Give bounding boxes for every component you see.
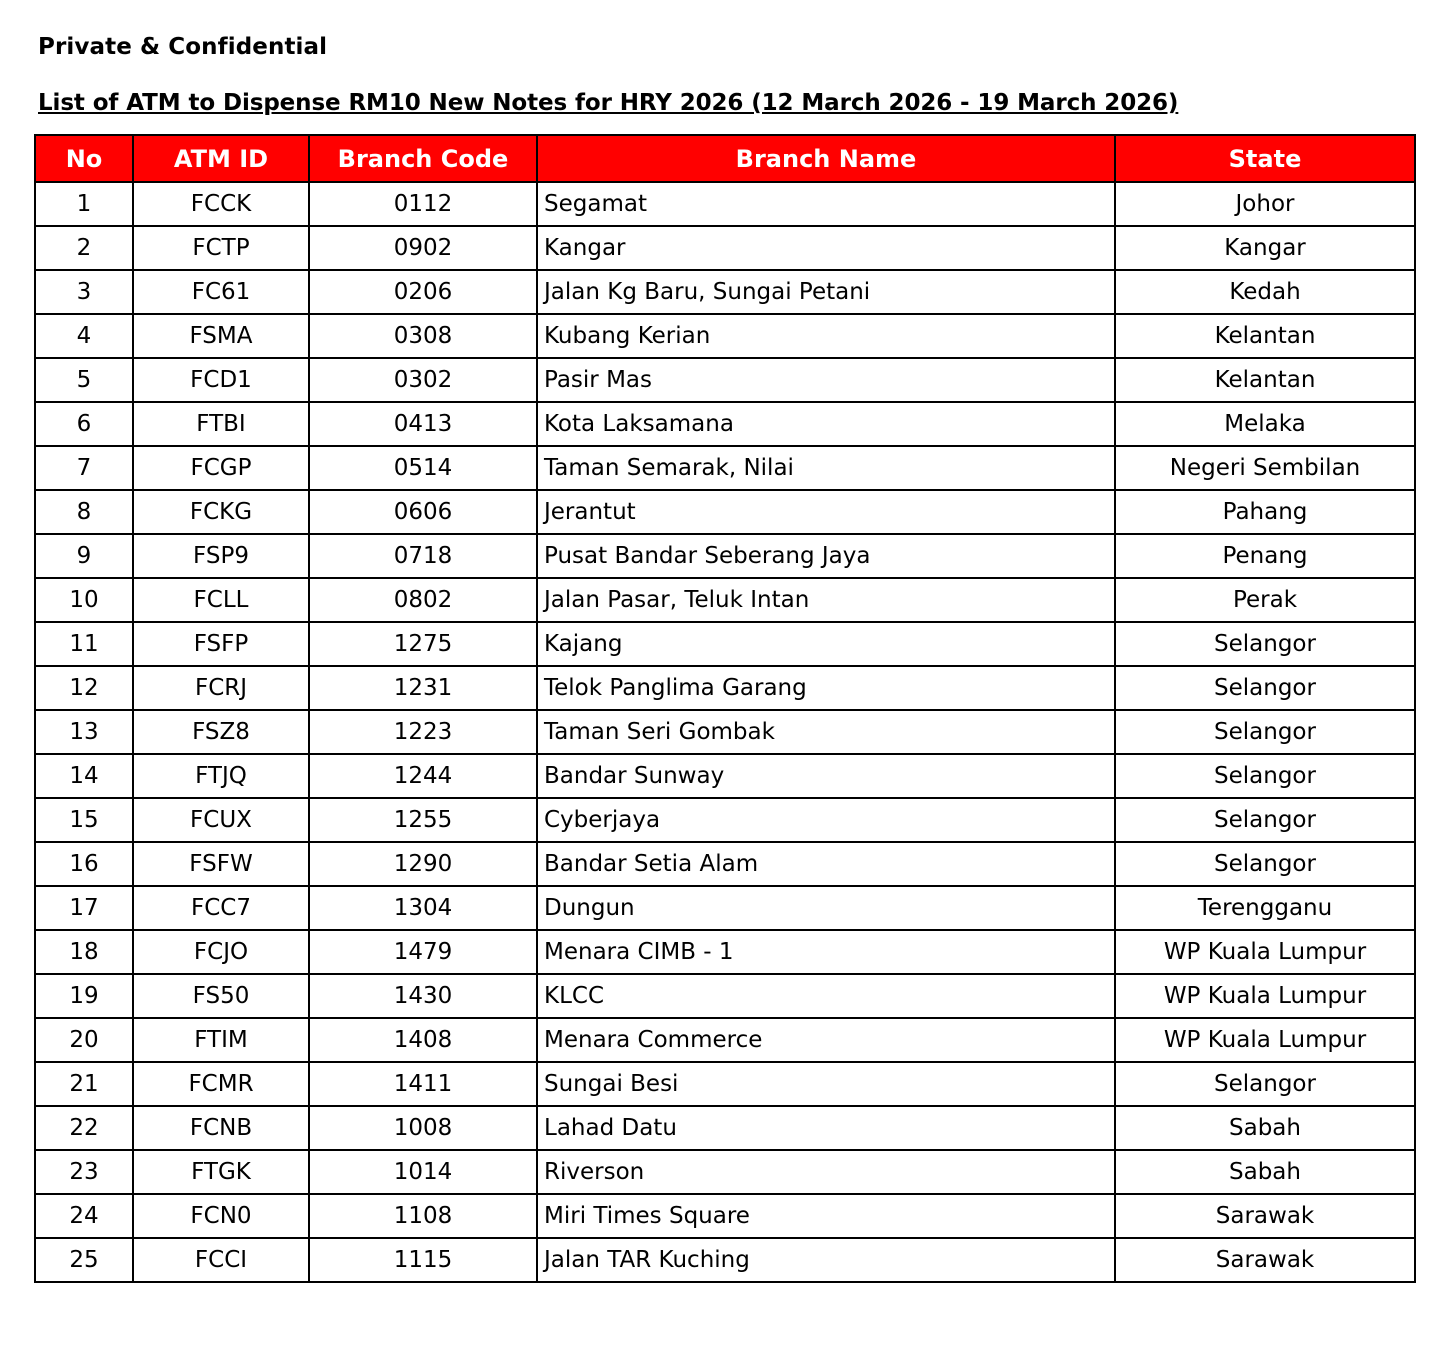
cell-atm-id: FCUX — [133, 798, 309, 842]
cell-branch-name: Menara Commerce — [537, 1018, 1115, 1062]
cell-branch-name: Kangar — [537, 226, 1115, 270]
cell-state: Sabah — [1115, 1106, 1415, 1150]
table-row — [35, 754, 1415, 798]
cell-branch-code: 0902 — [309, 226, 537, 270]
cell-branch-code: 1290 — [309, 842, 537, 886]
cell-state: Selangor — [1115, 798, 1415, 842]
cell-branch-name: Bandar Setia Alam — [537, 842, 1115, 886]
table-row — [35, 270, 1415, 314]
table-row — [35, 842, 1415, 886]
cell-atm-id: FSZ8 — [133, 710, 309, 754]
cell-branch-name: Telok Panglima Garang — [537, 666, 1115, 710]
cell-branch-code: 1008 — [309, 1106, 537, 1150]
cell-branch-name: Lahad Datu — [537, 1106, 1115, 1150]
cell-no: 18 — [35, 930, 133, 974]
cell-branch-code: 0718 — [309, 534, 537, 578]
cell-state: Perak — [1115, 578, 1415, 622]
cell-no: 5 — [35, 358, 133, 402]
cell-state: Sarawak — [1115, 1194, 1415, 1238]
cell-state: Kangar — [1115, 226, 1415, 270]
cell-no: 8 — [35, 490, 133, 534]
cell-branch-name: Kota Laksamana — [537, 402, 1115, 446]
page-title: List of ATM to Dispense RM10 New Notes for HRY 2026 (12 March 2026 - 19 March 2026) — [38, 90, 1179, 116]
column-header-branch-code: Branch Code — [309, 135, 537, 182]
cell-branch-name: Riverson — [537, 1150, 1115, 1194]
cell-branch-name: Taman Seri Gombak — [537, 710, 1115, 754]
table-row — [35, 314, 1415, 358]
cell-no: 22 — [35, 1106, 133, 1150]
cell-branch-code: 1255 — [309, 798, 537, 842]
table-row — [35, 1194, 1415, 1238]
column-header-atm-id: ATM ID — [133, 135, 309, 182]
table-row — [35, 578, 1415, 622]
cell-state: WP Kuala Lumpur — [1115, 1018, 1415, 1062]
cell-no: 14 — [35, 754, 133, 798]
table-row — [35, 226, 1415, 270]
cell-state: Kelantan — [1115, 358, 1415, 402]
cell-atm-id: FCGP — [133, 446, 309, 490]
cell-state: Melaka — [1115, 402, 1415, 446]
cell-atm-id: FC61 — [133, 270, 309, 314]
cell-branch-code: 0308 — [309, 314, 537, 358]
cell-state: Johor — [1115, 182, 1415, 226]
cell-atm-id: FSMA — [133, 314, 309, 358]
table-row — [35, 710, 1415, 754]
cell-branch-name: Pusat Bandar Seberang Jaya — [537, 534, 1115, 578]
cell-no: 12 — [35, 666, 133, 710]
table-body — [35, 182, 1415, 1282]
column-header-state: State — [1115, 135, 1415, 182]
cell-state: WP Kuala Lumpur — [1115, 974, 1415, 1018]
cell-atm-id: FTJQ — [133, 754, 309, 798]
cell-no: 21 — [35, 1062, 133, 1106]
cell-atm-id: FCLL — [133, 578, 309, 622]
cell-branch-name: Kubang Kerian — [537, 314, 1115, 358]
cell-no: 19 — [35, 974, 133, 1018]
cell-branch-name: Taman Semarak, Nilai — [537, 446, 1115, 490]
table-row — [35, 886, 1415, 930]
cell-branch-code: 1275 — [309, 622, 537, 666]
cell-branch-name: Sungai Besi — [537, 1062, 1115, 1106]
cell-state: Selangor — [1115, 754, 1415, 798]
cell-atm-id: FSFP — [133, 622, 309, 666]
cell-state: Selangor — [1115, 710, 1415, 754]
table-row — [35, 1150, 1415, 1194]
cell-no: 13 — [35, 710, 133, 754]
cell-branch-code: 1115 — [309, 1238, 537, 1282]
cell-atm-id: FTIM — [133, 1018, 309, 1062]
cell-no: 24 — [35, 1194, 133, 1238]
cell-atm-id: FCJO — [133, 930, 309, 974]
confidential-label: Private & Confidential — [38, 34, 328, 60]
cell-state: Sarawak — [1115, 1238, 1415, 1282]
cell-branch-name: Segamat — [537, 182, 1115, 226]
table-row — [35, 490, 1415, 534]
table-row — [35, 798, 1415, 842]
cell-no: 3 — [35, 270, 133, 314]
cell-branch-code: 0112 — [309, 182, 537, 226]
cell-no: 15 — [35, 798, 133, 842]
cell-branch-code: 1231 — [309, 666, 537, 710]
cell-branch-name: Jalan TAR Kuching — [537, 1238, 1115, 1282]
cell-branch-code: 0302 — [309, 358, 537, 402]
cell-state: Pahang — [1115, 490, 1415, 534]
cell-branch-name: Jalan Pasar, Teluk Intan — [537, 578, 1115, 622]
cell-branch-code: 1430 — [309, 974, 537, 1018]
cell-branch-code: 1223 — [309, 710, 537, 754]
table-row — [35, 1018, 1415, 1062]
cell-state: WP Kuala Lumpur — [1115, 930, 1415, 974]
table-row — [35, 622, 1415, 666]
table-row — [35, 930, 1415, 974]
cell-no: 9 — [35, 534, 133, 578]
cell-branch-code: 1408 — [309, 1018, 537, 1062]
table-row — [35, 182, 1415, 226]
cell-branch-code: 1244 — [309, 754, 537, 798]
cell-branch-name: Jalan Kg Baru, Sungai Petani — [537, 270, 1115, 314]
cell-state: Kedah — [1115, 270, 1415, 314]
cell-branch-code: 1479 — [309, 930, 537, 974]
table-row — [35, 1106, 1415, 1150]
cell-atm-id: FS50 — [133, 974, 309, 1018]
cell-branch-code: 1108 — [309, 1194, 537, 1238]
cell-atm-id: FCN0 — [133, 1194, 309, 1238]
cell-branch-code: 0206 — [309, 270, 537, 314]
cell-state: Kelantan — [1115, 314, 1415, 358]
cell-branch-code: 0802 — [309, 578, 537, 622]
column-header-no: No — [35, 135, 133, 182]
cell-branch-code: 1014 — [309, 1150, 537, 1194]
table-header — [35, 135, 1415, 182]
cell-no: 11 — [35, 622, 133, 666]
cell-branch-name: Cyberjaya — [537, 798, 1115, 842]
cell-no: 4 — [35, 314, 133, 358]
table-row — [35, 534, 1415, 578]
cell-no: 7 — [35, 446, 133, 490]
cell-no: 1 — [35, 182, 133, 226]
table-header-row — [35, 135, 1415, 182]
cell-atm-id: FCNB — [133, 1106, 309, 1150]
table-row — [35, 1238, 1415, 1282]
cell-atm-id: FTBI — [133, 402, 309, 446]
cell-branch-name: Pasir Mas — [537, 358, 1115, 402]
cell-no: 23 — [35, 1150, 133, 1194]
cell-atm-id: FCCI — [133, 1238, 309, 1282]
cell-atm-id: FSP9 — [133, 534, 309, 578]
cell-atm-id: FCC7 — [133, 886, 309, 930]
table-row — [35, 402, 1415, 446]
cell-state: Negeri Sembilan — [1115, 446, 1415, 490]
cell-state: Terengganu — [1115, 886, 1415, 930]
table-row — [35, 1062, 1415, 1106]
cell-branch-code: 1304 — [309, 886, 537, 930]
cell-atm-id: FCMR — [133, 1062, 309, 1106]
cell-atm-id: FCD1 — [133, 358, 309, 402]
table-row — [35, 666, 1415, 710]
cell-branch-name: Miri Times Square — [537, 1194, 1115, 1238]
cell-branch-name: Menara CIMB - 1 — [537, 930, 1115, 974]
cell-state: Selangor — [1115, 622, 1415, 666]
cell-branch-name: Dungun — [537, 886, 1115, 930]
cell-atm-id: FCRJ — [133, 666, 309, 710]
cell-atm-id: FTGK — [133, 1150, 309, 1194]
cell-state: Sabah — [1115, 1150, 1415, 1194]
cell-atm-id: FCCK — [133, 182, 309, 226]
cell-no: 17 — [35, 886, 133, 930]
cell-no: 6 — [35, 402, 133, 446]
cell-atm-id: FCTP — [133, 226, 309, 270]
cell-branch-name: KLCC — [537, 974, 1115, 1018]
cell-branch-code: 0514 — [309, 446, 537, 490]
cell-atm-id: FCKG — [133, 490, 309, 534]
column-header-branch-name: Branch Name — [537, 135, 1115, 182]
cell-atm-id: FSFW — [133, 842, 309, 886]
cell-branch-name: Bandar Sunway — [537, 754, 1115, 798]
cell-branch-name: Kajang — [537, 622, 1115, 666]
cell-state: Selangor — [1115, 666, 1415, 710]
table-row — [35, 446, 1415, 490]
cell-no: 16 — [35, 842, 133, 886]
table-row — [35, 974, 1415, 1018]
cell-branch-code: 0413 — [309, 402, 537, 446]
cell-state: Selangor — [1115, 1062, 1415, 1106]
cell-branch-name: Jerantut — [537, 490, 1115, 534]
cell-branch-code: 0606 — [309, 490, 537, 534]
cell-no: 20 — [35, 1018, 133, 1062]
cell-state: Penang — [1115, 534, 1415, 578]
cell-no: 10 — [35, 578, 133, 622]
cell-state: Selangor — [1115, 842, 1415, 886]
cell-no: 2 — [35, 226, 133, 270]
atm-list-table — [34, 134, 1416, 1283]
table-row — [35, 358, 1415, 402]
cell-branch-code: 1411 — [309, 1062, 537, 1106]
cell-no: 25 — [35, 1238, 133, 1282]
